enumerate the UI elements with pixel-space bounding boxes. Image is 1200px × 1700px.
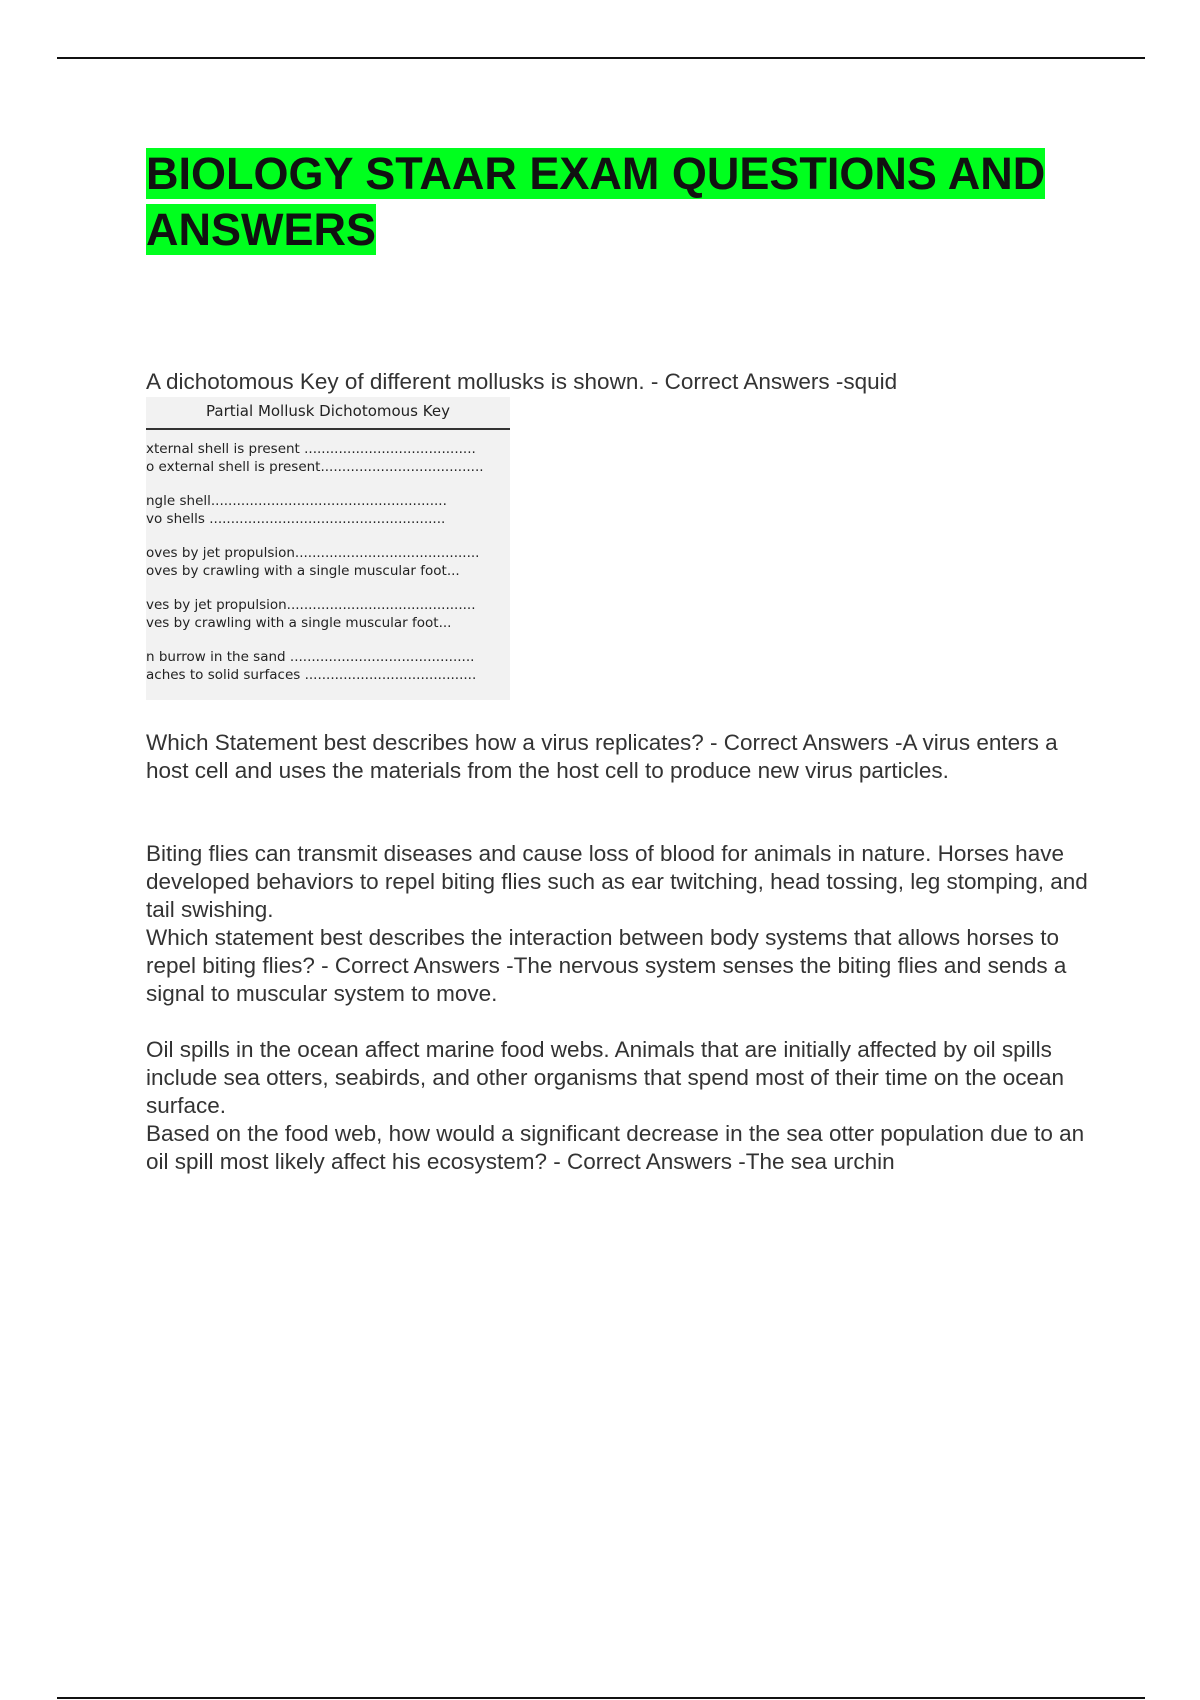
document-title bbox=[146, 146, 1046, 258]
key-row: ves by jet propulsion............................................ bbox=[146, 597, 476, 613]
key-row: ngle shell....................................................... bbox=[146, 493, 447, 509]
key-row: oves by crawling with a single muscular foot... bbox=[146, 563, 460, 579]
key-row: ves by crawling with a single muscular foot... bbox=[146, 615, 452, 631]
title-text: BIOLOGY STAAR EXAM QUESTIONS AND ANSWERS bbox=[146, 148, 1046, 255]
dichotomous-key-image bbox=[146, 397, 510, 700]
question-1: A dichotomous Key of different mollusks is shown. - Correct Answers -squid bbox=[146, 369, 898, 394]
key-title: Partial Mollusk Dichotomous Key bbox=[206, 402, 450, 420]
top-rule bbox=[57, 57, 1145, 59]
question-3 bbox=[146, 840, 1091, 1008]
key-row: o external shell is present...................................... bbox=[146, 459, 484, 475]
key-row: vo shells ....................................................... bbox=[146, 511, 446, 527]
bottom-rule bbox=[57, 1697, 1145, 1699]
question-3-answer: Which statement best describes the interaction between body systems that allows horses to repel biting flies? - Correct Answers -The nervous system senses the biting flies and sends a signal to muscular system to move. bbox=[146, 925, 1067, 1006]
key-row: aches to solid surfaces ........................................ bbox=[146, 667, 477, 683]
question-4 bbox=[146, 1036, 1091, 1176]
key-row: n burrow in the sand ........................................... bbox=[146, 649, 475, 665]
question-2: Which Statement best describes how a virus replicates? - Correct Answers -A virus enters a host cell and uses the materials from the host cell to produce new virus particles. bbox=[146, 730, 1058, 783]
question-4-context: Oil spills in the ocean affect marine food webs. Animals that are initially affected by oil spills include sea otters, seabirds, and other organisms that spend most of their time on the ocean surface. bbox=[146, 1037, 1065, 1118]
question-3-context: Biting flies can transmit diseases and cause loss of blood for animals in nature. Horses have developed behaviors to repel biting flies such as ear twitching, head tossing, leg stomping, and tail swishing. bbox=[146, 841, 1088, 922]
key-row: xternal shell is present ........................................ bbox=[146, 441, 476, 457]
question-4-answer: Based on the food web, how would a significant decrease in the sea otter population due to an oil spill most likely affect his ecosystem? - Correct Answers -The sea urchin bbox=[146, 1121, 1085, 1174]
key-divider bbox=[146, 428, 510, 430]
key-row: oves by jet propulsion........................................... bbox=[146, 545, 480, 561]
